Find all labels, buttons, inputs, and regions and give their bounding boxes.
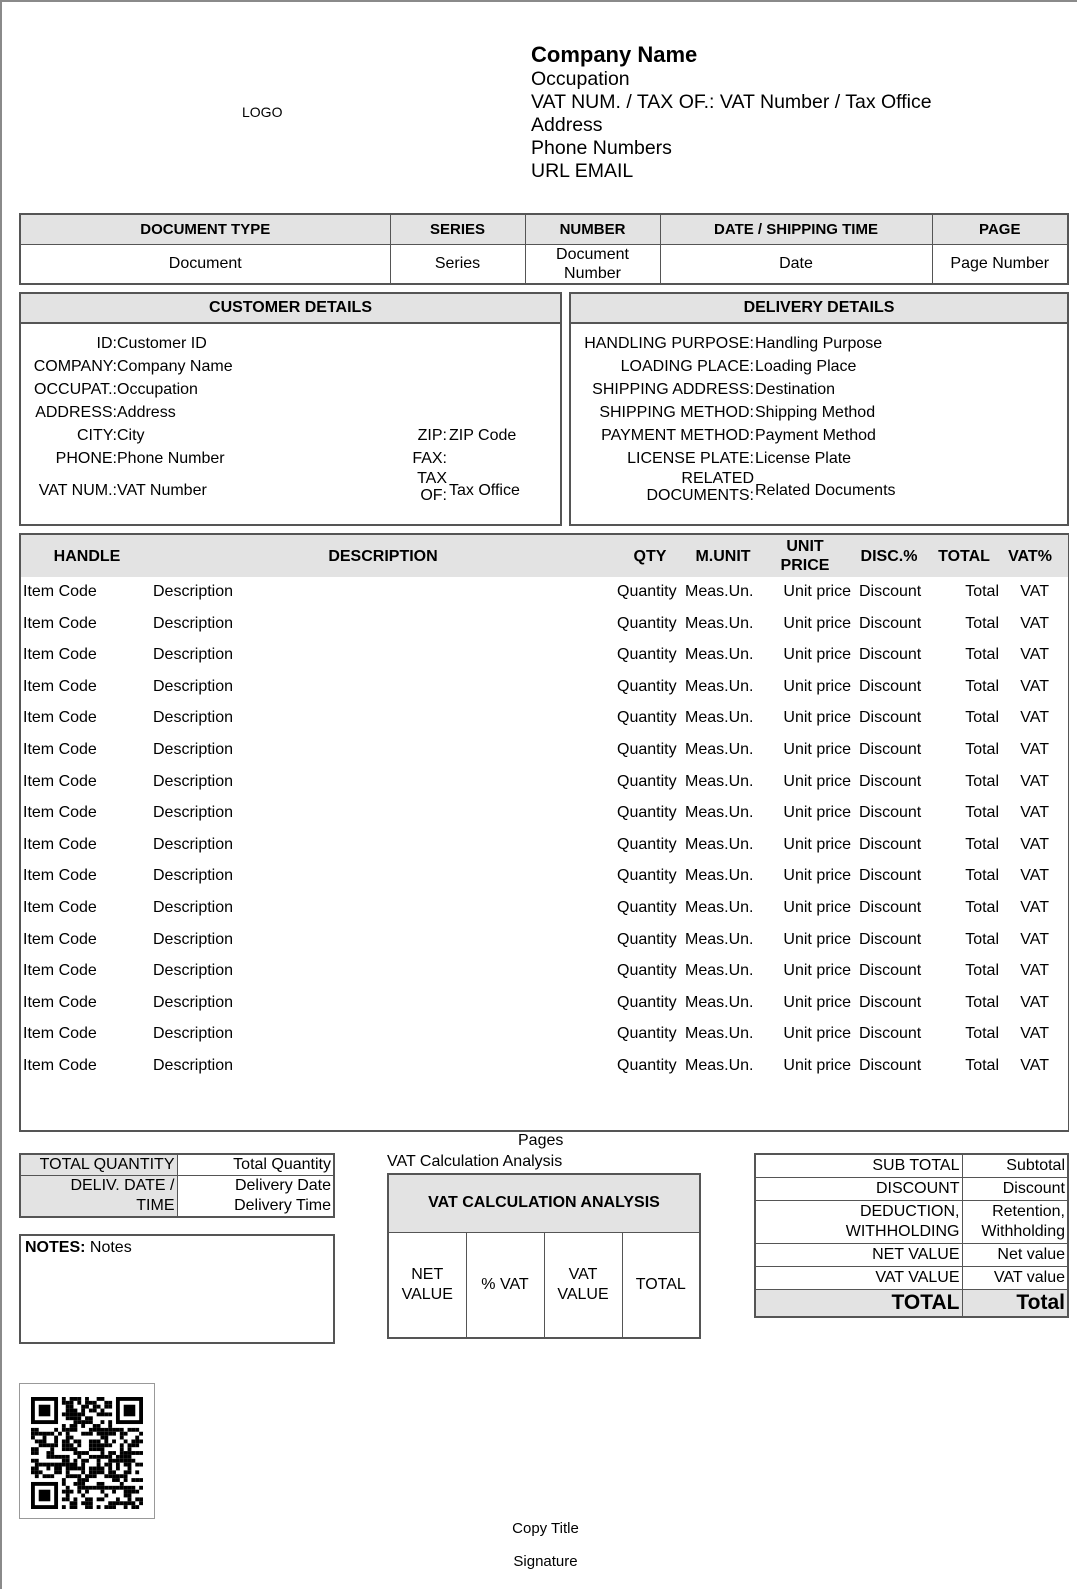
table-row	[21, 644, 1068, 676]
vat-analysis-table	[387, 1173, 701, 1339]
item-discount: Discount	[859, 677, 922, 695]
item-discount: Discount	[859, 772, 922, 790]
item-discount: Discount	[859, 899, 922, 916]
item-code: Item Code	[23, 614, 97, 632]
item-qty: Quantity	[617, 772, 677, 790]
delivery-field-payment-method: PAYMENT METHOD: Payment Method	[601, 427, 876, 444]
table-row	[21, 929, 1068, 961]
item-code: Item Code	[23, 835, 97, 853]
item-description: Description	[153, 835, 234, 853]
item-munit: Meas.Un.	[685, 772, 754, 790]
customer-field-company: COMPANY: Company Name	[33, 358, 233, 375]
item-code: Item Code	[23, 899, 97, 916]
delivery-field-related-documents: RELATED DOCUMENTS: Related Documents	[646, 470, 896, 504]
item-vat: VAT	[1020, 772, 1049, 790]
company-address: Address	[531, 114, 603, 136]
company-occupation: Occupation	[531, 68, 630, 90]
item-description: Description	[153, 709, 234, 727]
item-code: Item Code	[23, 962, 97, 980]
logo-placeholder: LOGO	[242, 104, 283, 120]
item-munit: Meas.Un.	[685, 899, 754, 916]
item-munit: Meas.Un.	[685, 804, 754, 822]
item-vat: VAT	[1020, 804, 1049, 822]
item-discount: Discount	[859, 930, 922, 948]
customer-field-vat: VAT NUM.: VAT Number TAX OF: Tax Office	[38, 470, 520, 504]
series-header: SERIES	[390, 214, 525, 244]
item-description: Description	[153, 1025, 234, 1043]
item-unit-price: Unit price	[783, 804, 851, 822]
customer-field-phone: PHONE: Phone Number FAX:	[55, 450, 447, 467]
delivery-datetime-label: DELIV. DATE / TIME	[20, 1176, 177, 1218]
item-unit-price: Unit price	[783, 677, 851, 695]
item-description: Description	[153, 804, 234, 822]
item-qty: Quantity	[617, 709, 677, 727]
date-header: DATE / SHIPPING TIME	[660, 214, 932, 244]
items-table	[19, 533, 1069, 1132]
item-unit-price: Unit price	[783, 741, 851, 758]
delivery-datetime-value	[177, 1176, 334, 1218]
series-value: Series	[390, 244, 525, 284]
col-munit: M.UNIT	[695, 547, 751, 565]
table-row	[21, 834, 1068, 866]
notes-box	[19, 1234, 335, 1344]
item-total: Total	[965, 993, 999, 1011]
col-unit-price: UNIT PRICE	[780, 538, 830, 574]
item-code: Item Code	[23, 993, 97, 1011]
item-total: Total	[965, 741, 999, 758]
item-munit: Meas.Un.	[685, 677, 754, 695]
customer-field-occupation: OCCUPAT.: Occupation	[34, 381, 198, 398]
delivery-fields	[571, 332, 1067, 510]
col-qty: QTY	[633, 547, 667, 565]
table-row	[21, 1055, 1068, 1087]
item-vat: VAT	[1020, 1025, 1049, 1043]
item-description: Description	[153, 772, 234, 790]
item-discount: Discount	[859, 804, 922, 822]
item-discount: Discount	[859, 614, 922, 632]
item-total: Total	[965, 867, 999, 885]
item-qty: Quantity	[617, 1025, 677, 1043]
item-munit: Meas.Un.	[685, 646, 754, 664]
vat-col-total: TOTAL	[622, 1232, 700, 1338]
doc-type-value: Document	[20, 244, 390, 284]
customer-field-city: CITY: City ZIP: ZIP Code	[76, 427, 517, 444]
item-munit: Meas.Un.	[685, 583, 754, 600]
item-munit: Meas.Un.	[685, 962, 754, 980]
item-qty: Quantity	[617, 646, 677, 664]
totals-row-subtotal: SUB TOTAL Subtotal	[755, 1154, 1068, 1178]
item-unit-price: Unit price	[783, 583, 851, 600]
col-total: TOTAL	[938, 547, 990, 565]
page-header: PAGE	[932, 214, 1068, 244]
item-unit-price: Unit price	[783, 899, 851, 916]
customer-details	[19, 292, 562, 526]
item-code: Item Code	[23, 930, 97, 948]
item-discount: Discount	[859, 962, 922, 980]
customer-field-address: ADDRESS: Address	[35, 404, 176, 421]
item-unit-price: Unit price	[783, 993, 851, 1011]
item-qty: Quantity	[617, 1057, 677, 1074]
total-quantity-value: Total Quantity	[177, 1154, 334, 1176]
vat-analysis-title: VAT CALCULATION ANALYSIS	[388, 1174, 700, 1232]
signature: Signature	[513, 1553, 578, 1570]
item-total: Total	[965, 962, 999, 980]
company-name: Company Name	[531, 42, 698, 67]
item-qty: Quantity	[617, 677, 677, 695]
delivery-field-license-plate: LICENSE PLATE: License Plate	[627, 450, 852, 467]
customer-fields	[21, 332, 561, 510]
table-row	[21, 676, 1068, 708]
item-qty: Quantity	[617, 930, 677, 948]
item-total: Total	[965, 899, 999, 916]
customer-details-title: CUSTOMER DETAILS	[21, 294, 560, 324]
total-quantity-label: TOTAL QUANTITY	[20, 1154, 177, 1176]
item-munit: Meas.Un.	[685, 1057, 754, 1074]
item-discount: Discount	[859, 1025, 922, 1043]
item-munit: Meas.Un.	[685, 835, 754, 853]
item-code: Item Code	[23, 646, 97, 664]
totals-row-net-value: NET VALUE Net value	[755, 1244, 1068, 1267]
item-description: Description	[153, 962, 234, 980]
item-discount: Discount	[859, 993, 922, 1011]
item-unit-price: Unit price	[783, 772, 851, 790]
quantity-delivery-table	[19, 1153, 335, 1218]
totals-table	[754, 1153, 1069, 1318]
item-vat: VAT	[1020, 677, 1049, 695]
item-vat: VAT	[1020, 867, 1049, 885]
vat-analysis-caption: VAT Calculation Analysis	[387, 1153, 563, 1170]
pages-label: Pages	[518, 1132, 564, 1149]
delivery-details-title: DELIVERY DETAILS	[571, 294, 1067, 324]
item-discount: Discount	[859, 835, 922, 853]
item-discount: Discount	[859, 709, 922, 727]
item-qty: Quantity	[617, 993, 677, 1011]
item-code: Item Code	[23, 677, 97, 695]
date-value: Date	[660, 244, 932, 284]
item-code: Item Code	[23, 867, 97, 885]
item-description: Description	[153, 741, 234, 758]
item-total: Total	[965, 1025, 999, 1043]
company-vat: VAT NUM. / TAX OF.: VAT Number / Tax Office	[531, 91, 932, 113]
items-table-header	[21, 535, 1068, 577]
item-description: Description	[153, 583, 234, 600]
item-unit-price: Unit price	[783, 709, 851, 727]
item-unit-price: Unit price	[783, 962, 851, 980]
item-qty: Quantity	[617, 741, 677, 758]
item-munit: Meas.Un.	[685, 993, 754, 1011]
table-row	[21, 960, 1068, 992]
item-vat: VAT	[1020, 709, 1049, 727]
item-vat: VAT	[1020, 930, 1049, 948]
vat-col-net-value: NET VALUE	[388, 1232, 466, 1338]
item-qty: Quantity	[617, 835, 677, 853]
table-row	[21, 739, 1068, 771]
item-qty: Quantity	[617, 899, 677, 916]
item-description: Description	[153, 1057, 234, 1074]
item-discount: Discount	[859, 741, 922, 758]
item-qty: Quantity	[617, 804, 677, 822]
item-unit-price: Unit price	[783, 1057, 851, 1074]
copy-title: Copy Title	[512, 1520, 579, 1537]
delivery-field-handling-purpose: HANDLING PURPOSE: Handling Purpose	[584, 335, 883, 352]
item-munit: Meas.Un.	[685, 741, 754, 758]
table-row	[21, 897, 1068, 929]
item-total: Total	[965, 583, 999, 600]
qr-code	[19, 1383, 155, 1519]
customer-field-id: ID: Customer ID	[96, 335, 207, 352]
number-header: NUMBER	[525, 214, 660, 244]
item-qty: Quantity	[617, 614, 677, 632]
delivery-field-shipping-method: SHIPPING METHOD: Shipping Method	[599, 404, 876, 421]
delivery-field-loading-place: LOADING PLACE: Loading Place	[620, 358, 857, 375]
item-vat: VAT	[1020, 835, 1049, 853]
item-unit-price: Unit price	[783, 867, 851, 885]
item-vat: VAT	[1020, 899, 1049, 916]
item-description: Description	[153, 614, 234, 632]
table-row	[21, 613, 1068, 645]
item-qty: Quantity	[617, 962, 677, 980]
qr-code-icon	[31, 1397, 143, 1509]
item-code: Item Code	[23, 804, 97, 822]
item-vat: VAT	[1020, 741, 1049, 758]
item-munit: Meas.Un.	[685, 1025, 754, 1043]
item-munit: Meas.Un.	[685, 867, 754, 885]
item-vat: VAT	[1020, 993, 1049, 1011]
page-value: Page Number	[932, 244, 1068, 284]
company-url-email: URL EMAIL	[531, 160, 634, 182]
item-code: Item Code	[23, 1025, 97, 1043]
item-vat: VAT	[1020, 646, 1049, 664]
item-description: Description	[153, 899, 234, 916]
table-row	[21, 771, 1068, 803]
delivery-date: Delivery Date	[234, 1177, 331, 1194]
col-description: DESCRIPTION	[328, 547, 438, 565]
item-vat: VAT	[1020, 1057, 1049, 1074]
col-vat: VAT%	[1008, 547, 1052, 565]
item-total: Total	[965, 614, 999, 632]
item-code: Item Code	[23, 1057, 97, 1074]
company-phones: Phone Numbers	[531, 137, 672, 159]
col-disc: DISC.%	[860, 547, 918, 565]
item-total: Total	[965, 835, 999, 853]
item-munit: Meas.Un.	[685, 930, 754, 948]
totals-row-grand-total: TOTAL Total	[755, 1290, 1068, 1318]
item-description: Description	[153, 646, 234, 664]
table-row	[21, 992, 1068, 1024]
item-unit-price: Unit price	[783, 1025, 851, 1043]
item-total: Total	[965, 1057, 999, 1074]
item-qty: Quantity	[617, 583, 677, 600]
totals-row-vat-value: VAT VALUE VAT value	[755, 1267, 1068, 1290]
table-row	[21, 865, 1068, 897]
item-discount: Discount	[859, 646, 922, 664]
item-munit: Meas.Un.	[685, 709, 754, 727]
item-code: Item Code	[23, 583, 97, 600]
totals-row-deduction: DEDUCTION, WITHHOLDING Retention, Withholding	[755, 1201, 1068, 1244]
delivery-field-shipping-address: SHIPPING ADDRESS: Destination	[592, 381, 836, 398]
item-unit-price: Unit price	[783, 930, 851, 948]
item-code: Item Code	[23, 709, 97, 727]
item-vat: VAT	[1020, 583, 1049, 600]
item-description: Description	[153, 677, 234, 695]
item-munit: Meas.Un.	[685, 614, 754, 632]
item-unit-price: Unit price	[783, 646, 851, 664]
table-row	[21, 581, 1068, 613]
table-row	[21, 802, 1068, 834]
company-info	[531, 42, 932, 183]
notes-value: Notes	[89, 1239, 132, 1256]
item-code: Item Code	[23, 741, 97, 758]
notes-label: NOTES:	[25, 1239, 86, 1256]
item-description: Description	[153, 867, 234, 885]
item-total: Total	[965, 677, 999, 695]
item-total: Total	[965, 930, 999, 948]
item-total: Total	[965, 709, 999, 727]
item-qty: Quantity	[617, 867, 677, 885]
item-total: Total	[965, 646, 999, 664]
item-description: Description	[153, 930, 234, 948]
table-row	[21, 707, 1068, 739]
delivery-details	[569, 292, 1069, 526]
item-discount: Discount	[859, 867, 922, 885]
item-discount: Discount	[859, 583, 922, 600]
item-vat: VAT	[1020, 614, 1049, 632]
number-value: Document Number	[525, 244, 660, 284]
vat-col-percent: % VAT	[466, 1232, 544, 1338]
item-unit-price: Unit price	[783, 614, 851, 632]
totals-row-discount: DISCOUNT Discount	[755, 1178, 1068, 1201]
doc-type-header: DOCUMENT TYPE	[20, 214, 390, 244]
item-total: Total	[965, 804, 999, 822]
item-code: Item Code	[23, 772, 97, 790]
col-handle: HANDLE	[53, 547, 121, 565]
delivery-time: Delivery Time	[234, 1197, 331, 1214]
item-description: Description	[153, 993, 234, 1011]
document-info-table	[19, 213, 1069, 285]
vat-col-vat-value: VAT VALUE	[544, 1232, 622, 1338]
table-row	[21, 1023, 1068, 1055]
item-total: Total	[965, 772, 999, 790]
item-vat: VAT	[1020, 962, 1049, 980]
item-discount: Discount	[859, 1057, 922, 1074]
item-unit-price: Unit price	[783, 835, 851, 853]
